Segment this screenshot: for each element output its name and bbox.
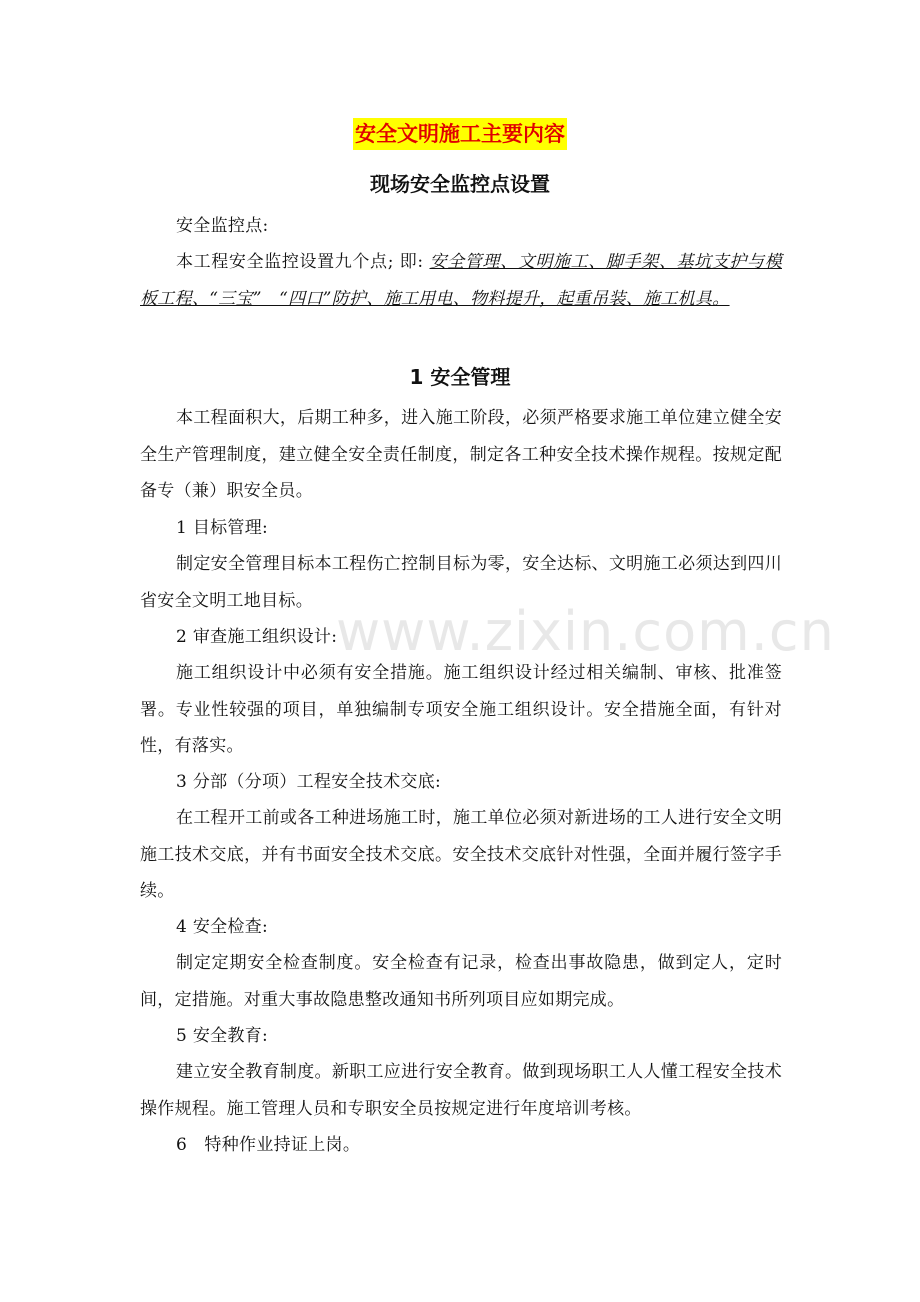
document-subtitle: 现场安全监控点设置 (370, 172, 550, 196)
item-heading: 4 安全检查: (176, 917, 269, 937)
monitor-paragraph (140, 244, 782, 317)
monitor-label: 安全监控点: (176, 216, 269, 236)
item-heading: 6 特种作业持证上岗。 (176, 1135, 361, 1155)
item-body: 制定定期安全检查制度。安全检查有记录，检查出事故隐患，做到定人，定时间，定措施。对重大事故隐患整改通知书所列项目应如期完成。 (140, 953, 782, 1010)
item-heading: 2 审查施工组织设计: (176, 627, 338, 647)
document-title: 安全文明施工主要内容 (353, 118, 567, 150)
item-body: 建立安全教育制度。新职工应进行安全教育。做到现场职工人人懂工程安全技术操作规程。施工管理人员和专职安全员按规定进行年度培训考核。 (140, 1062, 782, 1119)
monitor-points: 安全管理、文明施工、脚手架、基坑支护与模板工程、“三宝” “四口”防护、施工用电、物料提升，起重吊装、施工机具。 (140, 252, 782, 309)
watermark: www.zixin.com.cn (336, 600, 835, 663)
item-heading: 3 分部（分项）工程安全技术交底: (176, 772, 442, 792)
item-body: 施工组织设计中必须有安全措施。施工组织设计经过相关编制、审核、批准签署。专业性较强的项目，单独编制专项安全施工组织设计。安全措施全面，有针对性，有落实。 (140, 663, 782, 756)
item-heading: 1 目标管理: (176, 518, 269, 538)
section-heading: 1 安全管理 (409, 365, 511, 389)
section-intro: 本工程面积大，后期工种多，进入施工阶段，必须严格要求施工单位建立健全安全生产管理制度，建立健全安全责任制度，制定各工种安全技术操作规程。按规定配备专（兼）职安全员。 (140, 408, 782, 501)
item-body: 在工程开工前或各工种进场施工时，施工单位必须对新进场的工人进行安全文明施工技术交底，并有书面安全技术交底。安全技术交底针对性强，全面并履行签字手续。 (140, 808, 782, 901)
item-body: 制定安全管理目标本工程伤亡控制目标为零，安全达标、文明施工必须达到四川省安全文明工地目标。 (140, 554, 782, 611)
monitor-intro: 本工程安全监控设置九个点; 即: (176, 252, 430, 272)
item-heading: 5 安全教育: (176, 1026, 269, 1046)
